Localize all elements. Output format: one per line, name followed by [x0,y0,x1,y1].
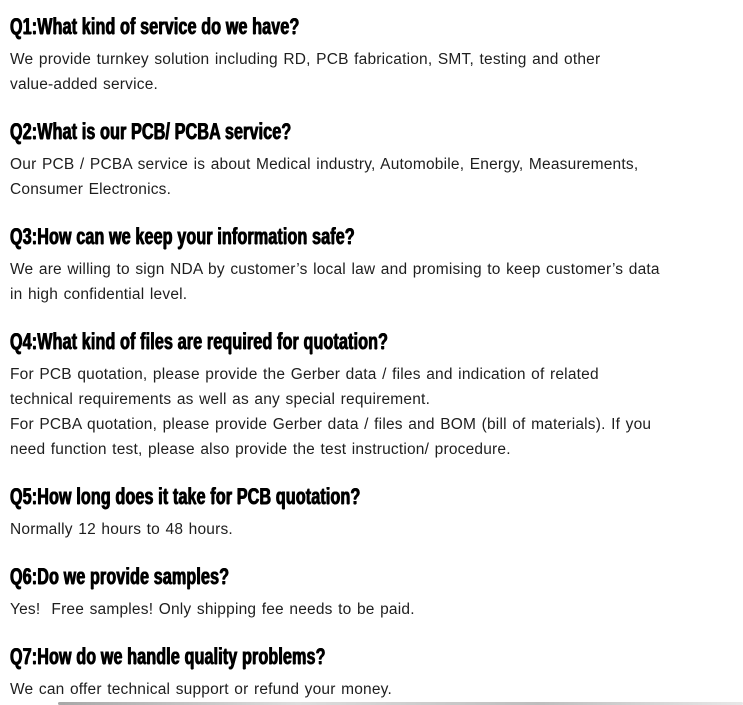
faq-answer-line: technical requirements as well as any special requirement. [10,391,431,408]
faq-question-text: Q6:Do we provide samples? [10,563,230,589]
faq-answer-line: Consumer Electronics. [10,181,172,198]
faq-question [10,14,735,39]
faq-answer-line: Our PCB / PCBA service is about Medical industry, Automobile, Energy, Measurements, [10,156,639,173]
faq-answer [10,362,735,462]
faq-item [10,224,735,307]
faq-item [10,329,735,462]
faq-answer [10,597,735,622]
faq-question [10,564,735,589]
faq-question-text: Q7:How do we handle quality problems? [10,643,326,669]
faq-question-text: Q4:What kind of files are required for quotation? [10,328,389,354]
faq-item [10,564,735,622]
faq-answer [10,152,735,202]
faq-answer-line: We are willing to sign NDA by customer’s local law and promising to keep customer’s data [10,261,660,278]
faq-answer-line: For PCB quotation, please provide the Gerber data / files and indication of related [10,366,599,383]
faq-item [10,644,735,702]
faq-answer-line: We can offer technical support or refund your money. [10,681,392,698]
faq-question-text: Q1:What kind of service do we have? [10,13,300,39]
faq-answer-line: in high confidential level. [10,286,188,303]
faq-question-text: Q5:How long does it take for PCB quotation? [10,483,361,509]
faq-question [10,329,735,354]
faq-answer-line: need function test, please also provide the test instruction/ procedure. [10,441,511,458]
faq-question-text: Q3:How can we keep your information safe? [10,223,355,249]
faq-question [10,644,735,669]
faq-list [10,14,735,702]
faq-answer [10,47,735,97]
faq-item [10,484,735,542]
faq-answer-line: We provide turnkey solution including RD, PCB fabrication, SMT, testing and other [10,51,601,68]
faq-answer [10,517,735,542]
faq-item [10,14,735,97]
faq-question [10,484,735,509]
faq-answer-line: Yes! Free samples! Only shipping fee needs to be paid. [10,601,415,618]
faq-answer [10,677,735,702]
faq-question [10,119,735,144]
faq-answer [10,257,735,307]
faq-answer-line: For PCBA quotation, please provide Gerber data / files and BOM (bill of materials). If you [10,416,652,433]
faq-question-text: Q2:What is our PCB/ PCBA service? [10,118,292,144]
faq-question [10,224,735,249]
faq-answer-line: value-added service. [10,76,159,93]
faq-answer-line: Normally 12 hours to 48 hours. [10,521,233,538]
faq-item [10,119,735,202]
